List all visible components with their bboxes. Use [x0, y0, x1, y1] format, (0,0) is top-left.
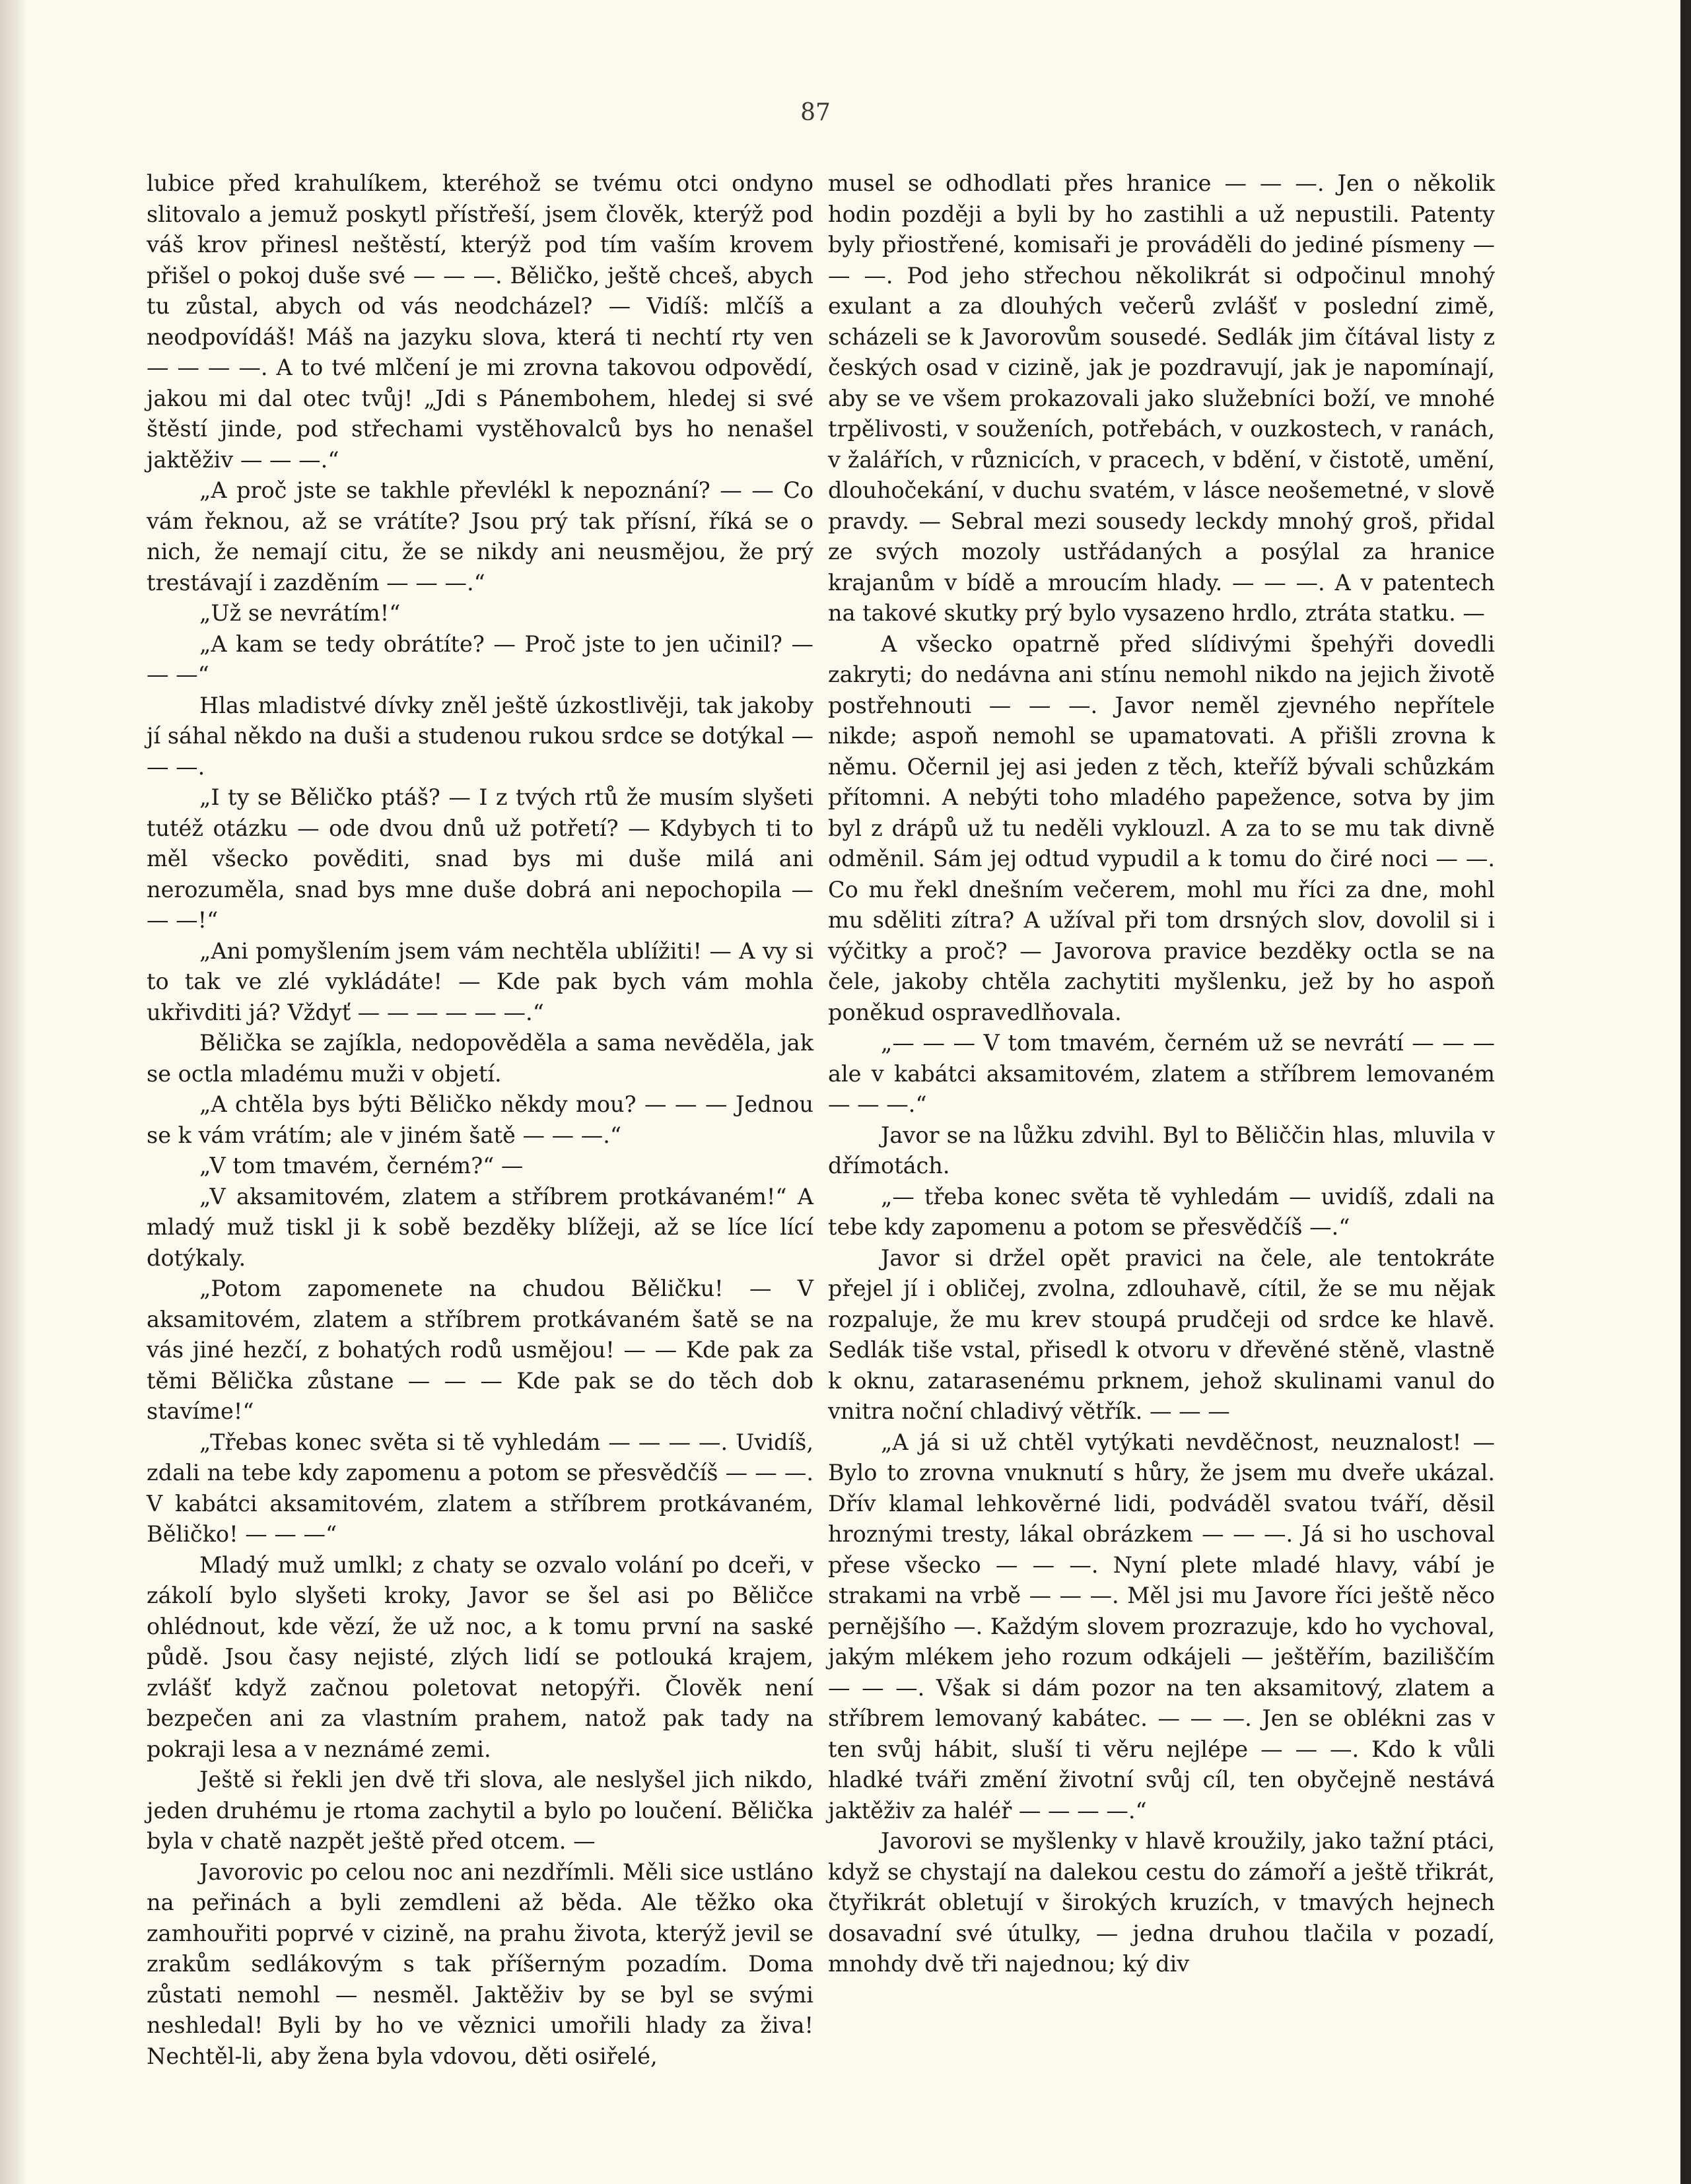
paragraph: „A já si už chtěl vytýkati nevděčnost, neuznalost! — Bylo to zrovna vnuknutí s hůry, že jsem mu dveře ukázal. Dřív klamal lehkověrné lidi, podváděl svatou tváří, děsil hroznými tresty, lákal obrázkem — — —. Já si ho uschoval přese všecko — — —. Nyní plete mladé hlavy, vábí je strakami na vrbě — — —. Měl jsi mu Javore říci ještě něco pernějšího —. Každým slovem prozrazuje, kdo ho vychoval, jakým mlékem jeho rozum odkájeli — ještěřím, baziliščím — — —. Však si dám pozor na ten aksamitový, zlatem a stříbrem lemovaný kabátec. — — —. Jen se oblékni zas v ten svůj hábit, sluší ti věru nejlépe — — —. Kdo k vůli hladké tváři změní životní svůj cíl, ten obyčejně nestává jaktěživ za haléř — — — —.“	[828, 1429, 1495, 1824]
paragraph: musel se odhodlati přes hranice — — —. Jen o několik hodin později a byli by ho zastihli a už nepustili. Patenty byly přiostřené, komisaři je prováděli do jediné písmeny — — —. Pod jeho střechou několikrát si odpočinul mnohý exulant a za dlouhých večerů zvlášť v poslední zimě, scházeli se k Javorovům sousedé. Sedlák jim čítával listy z českých osad v cizině, jak je pozdravují, jak je napomínají, aby se ve všem prokazovali jako služebníci boží, ve mnohé trpělivosti, v souženích, potřebách, v ouzkostech, v ranách, v žalářích, v různicích, v pracech, v bdění, v čistotě, umění, dlouhočekání, v duchu svatém, v lásce neošemetné, v slově pravdy. — Sebral mezi sousedy leckdy mnohý groš, přidal ze svých mozoly ustřádaných a posýlal za hranice krajanům v bídě a mroucím hlady. — — —. A v patentech na takové skutky prý bylo vysazeno hrdlo, ztráta statku. —	[828, 170, 1495, 626]
paragraph: „Potom zapomenete na chudou Běličku! — V aksamitovém, zlatem a stříbrem protkávaném šatě se na vás jiné hezčí, z bohatých rodů usmějou! — — Kde pak za těmi Bělička zůstane — — — Kde pak se do těch dob stavíme!“	[147, 1276, 813, 1424]
right-column	[828, 168, 1495, 1980]
paragraph: Ještě si řekli jen dvě tři slova, ale neslyšel jich nikdo, jeden druhému je rtoma zachytil a bylo po loučení. Bělička byla v chatě nazpět ještě před otcem. —	[147, 1767, 813, 1854]
paragraph: „A chtěla bys býti Běličko někdy mou? — — — Jednou se k vám vrátím; ale v jiném šatě — — —.“	[147, 1091, 813, 1148]
paragraph: Javor se na lůžku zdvihl. Byl to Běliččin hlas, mluvila v dřímotách.	[828, 1122, 1495, 1178]
paragraph: „A proč jste se takhle převlékl k nepoznání? — — Co vám řeknou, až se vrátíte? Jsou prý tak přísní, říká se o nich, že nemají citu, že se nikdy ani neusmějou, že prý trestávají i zazděním — — —.“	[147, 477, 813, 596]
paragraph: „I ty se Běličko ptáš? — I z tvých rtů že musím slyšeti tutéž otázku — ode dvou dnů už potřetí? — Kdybych ti to měl všecko pověditi, snad bys mi duše milá ani nerozuměla, snad bys mne duše dobrá ani nepochopila — — —!“	[147, 784, 813, 933]
page-margin-shadow	[0, 0, 28, 2184]
paragraph: Bělička se zajíkla, nedopověděla a sama nevěděla, jak se octla mladému muži v objetí.	[147, 1030, 813, 1087]
paragraph: „Ani pomyšlením jsem vám nechtěla ublížiti! — A vy si to tak ve zlé vykládáte! — Kde pak bych vám mohla ukřivditi já? Vždyť — — — — — —.“	[147, 938, 813, 1025]
paragraph: „— třeba konec světa tě vyhledám — uvidíš, zdali na tebe kdy zapomenu a potom se přesvědčíš —.“	[828, 1183, 1495, 1240]
paragraph: Javorovic po celou noc ani nezdřímli. Měli sice ustláno na peřinách a byli zemdleni až běda. Ale těžko oka zamhouřiti poprvé v cizině, na prahu života, kterýž jevil se zrakům sedlákovým s tak příšerným pozadím. Doma zůstati nemohl — nesměl. Jaktěživ by se byl se svými neshledal! Byli by ho ve věznici umořili hlady za živa! Nechtěl-li, aby žena byla vdovou, děti osiřelé,	[147, 1859, 813, 2069]
paragraph: „V aksamitovém, zlatem a stříbrem protkávaném!“ A mladý muž tiskl ji k sobě bezděky blížeji, až se líce lící dotýkaly.	[147, 1183, 813, 1271]
paragraph: „Už se nevrátím!“	[199, 600, 401, 626]
paragraph: „Třebas konec světa si tě vyhledám — — — —. Uvidíš, zdali na tebe kdy zapomenu a potom se přesvědčíš — — —. V kabátci aksamitovém, zlatem a stříbrem protkávaném, Běličko! — — —“	[147, 1429, 813, 1547]
page-number: 87	[800, 99, 831, 126]
left-column	[147, 168, 813, 2072]
scan-edge	[1680, 0, 1691, 2184]
paragraph: „V tom tmavém, černém?“ —	[199, 1153, 524, 1178]
paragraph: „— — — V tom tmavém, černém už se nevrátí — — — ale v kabátci aksamitovém, zlatem a stříbrem lemovaném — — —.“	[828, 1030, 1495, 1117]
paragraph: A všecko opatrně před slídivými špehýři dovedli zakryti; do nedávna ani stínu nemohl nikdo na jejich životě postřehnouti — — —. Javor neměl zjevného nepřítele nikde; aspoň nemohl se upamatovati. A přišli zrovna k němu. Očernil jej asi jeden z těch, kteříž bývali schůzkám přítomni. A nebýti toho mladého papežence, sotva by jim byl z drápů už tu neděli vyklouzl. A za to se mu tak divně odměnil. Sám jej odtud vypudil a k tomu do čiré noci — —. Co mu řekl dnešním večerem, mohl mu říci za dne, mohl mu sděliti zítra? A užíval při tom drsných slov, dovolil si i výčitky a proč? — Javorova pravice bezděky octla se na čele, jakoby chtěla zachytiti myšlenku, jež by ho aspoň poněkud ospravedlňovala.	[828, 631, 1495, 1025]
paragraph: Javor si držel opět pravici na čele, ale tentokráte přejel jí i obličej, zvolna, zdlouhavě, cítil, že se mu nějak rozpaluje, že mu krev stoupá prudčeji od srdce ke hlavě. Sedlák tiše vstal, přisedl k otvoru v dřevěné stěně, vlastně k oknu, zatarasenému prknem, jehož skulinami vanul do vnitra noční chladivý větřík. — — —	[828, 1245, 1495, 1424]
paragraph: Javorovi se myšlenky v hlavě kroužily, jako tažní ptáci, když se chystají na dalekou cestu do zámoří a ještě třikrát, čtyřikrát obletují v širokých kruzích, v tmavých hejnech dosavadní své útulky, — jedna druhou tlačila v pozadí, mnohdy dvě tři najednou; ký div	[828, 1828, 1495, 1977]
paragraph: „A kam se tedy obrátíte? — Proč jste to jen učinil? — — —“	[147, 631, 813, 687]
paragraph: Mladý muž umlkl; z chaty se ozvalo volání po dceři, v zákolí bylo slyšeti kroky, Javor se šel asi po Běličce ohlédnout, kde vězí, že už noc, a k tomu první na saské půdě. Jsou časy nejisté, zlých lidí se potlouká krajem, zvlášť když začnou poletovat netopýři. Člověk není bezpečen ani za vlastním prahem, natož pak tady na pokraji lesa a v neznámé zemi.	[147, 1552, 813, 1762]
paragraph: Hlas mladistvé dívky zněl ještě úzkostlivěji, tak jakoby jí sáhal někdo na duši a studenou rukou srdce se dotýkal — — —.	[147, 692, 813, 780]
paragraph: lubice před krahulíkem, kteréhož se tvému otci ondyno slitovalo a jemuž poskytl přístřeší, jsem člověk, kterýž pod váš krov přinesl neštěstí, kterýž pod tím vaším krovem přišel o pokoj duše své — — —. Běličko, ještě chceš, abych tu zůstal, abych od vás neodcházel? — Vidíš: mlčíš a neodpovídáš! Máš na jazyku slova, která ti nechtí rty ven — — — —. A to tvé mlčení je mi zrovna takovou odpovědí, jakou mi dal otec tvůj! „Jdi s Pánembohem, hledej si své štěstí jinde, pod střechami vystěhovalců bys ho nenašel jaktěživ — — —.“	[147, 170, 813, 473]
